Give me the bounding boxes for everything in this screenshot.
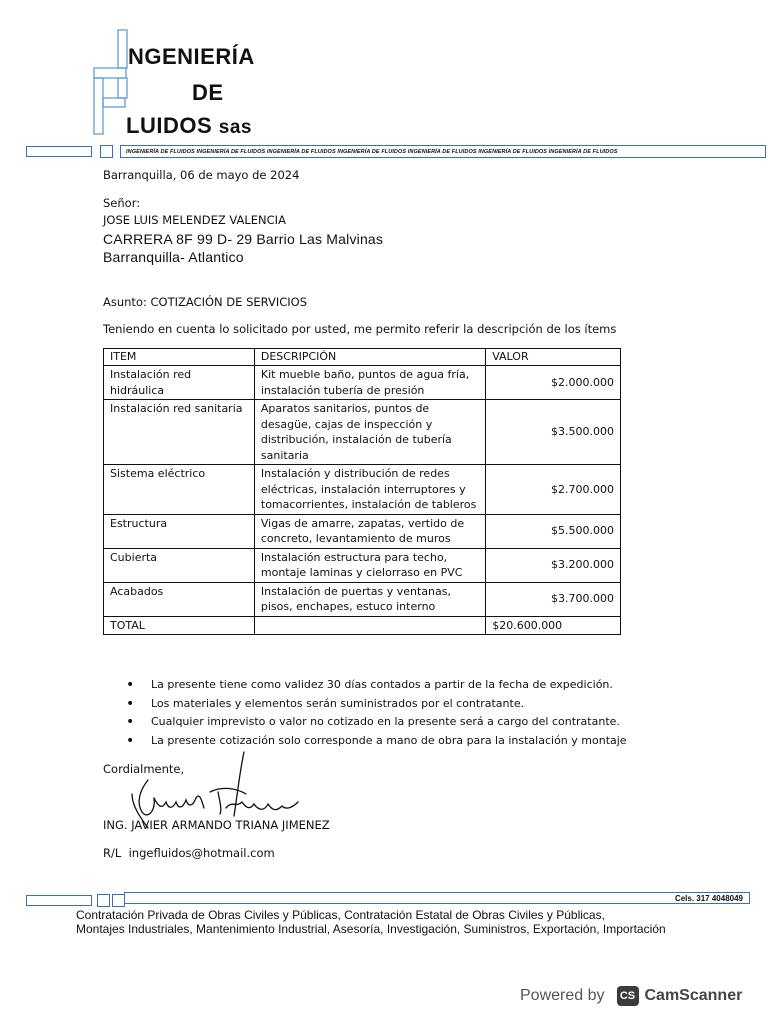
row-description: Vigas de amarre, zapatas, vertido de concreto, levantamiento de muros: [254, 514, 485, 548]
logo-line-fluidos: [126, 113, 252, 139]
phone-number: Cels. 317 4048049: [674, 893, 743, 903]
camscanner-brand: CamScanner: [644, 987, 743, 1004]
row-item: Estructura: [104, 514, 255, 548]
services-line-2: Montajes Industriales, Mantenimiento Industrial, Asesoría, Investigación, Suministros, Exportación, Importación: [76, 922, 666, 936]
row-value: $2.000.000: [486, 366, 621, 400]
table-total-row: [104, 616, 621, 635]
table-row: [104, 366, 621, 400]
logo-line-ingenieria: NGENIERÍA: [128, 44, 255, 69]
row-value: $5.500.000: [486, 514, 621, 548]
contact-line: [103, 846, 275, 860]
row-item: Instalación red hidráulica: [104, 366, 255, 400]
header-item: ITEM: [104, 349, 255, 366]
row-description: Kit mueble baño, puntos de agua fría, instalación tubería de presión: [254, 366, 485, 400]
total-label: TOTAL: [104, 616, 255, 635]
quotation-table: [103, 348, 621, 635]
recipient-name: JOSE LUIS MELENDEZ VALENCIA: [103, 213, 286, 227]
camscanner-watermark: [520, 986, 742, 1006]
recipient-city: Barranquilla- Atlantico: [103, 249, 244, 265]
header-band-bar: [120, 145, 766, 158]
recipient-address: CARRERA 8F 99 D- 29 Barrio Las Malvinas: [103, 231, 384, 247]
camscanner-badge: [617, 986, 743, 1006]
subject-text: COTIZACIÓN DE SERVICIOS: [150, 295, 308, 309]
header-band-text: INGENIERÍA DE FLUIDOS INGENIERÍA DE FLUIDOS INGENIERÍA DE FLUIDOS INGENIERÍA DE FLUIDOS INGENIERÍA DE FLUIDOS INGENIERÍA DE FLUIDOS INGENIERÍA DE FLUIDOS: [126, 148, 618, 155]
email-prefix: R/L: [103, 846, 122, 860]
table-row: [104, 582, 621, 616]
table-header-row: [104, 349, 621, 366]
table-row: [104, 514, 621, 548]
row-item: Sistema eléctrico: [104, 465, 255, 515]
intro-text: Teniendo en cuenta lo solicitado por usted, me permito referir la descripción de los ítems: [103, 322, 617, 336]
row-description: Instalación de puertas y ventanas, pisos, enchapes, estuco interno: [254, 582, 485, 616]
services-line-1: Contratación Privada de Obras Civiles y Públicas, Contratación Estatal de Obras Civiles y Públicas,: [76, 908, 605, 922]
row-value: $3.700.000: [486, 582, 621, 616]
table-row: [104, 548, 621, 582]
list-item: • La presente cotización solo corresponde a mano de obra para la instalación y montaje: [126, 732, 627, 751]
header-value: VALOR: [486, 349, 621, 366]
row-description: Instalación estructura para techo, montaje laminas y cielorraso en PVC: [254, 548, 485, 582]
list-item: • Cualquier imprevisto o valor no cotizado en la presente será a cargo del contratante.: [126, 713, 627, 732]
list-item: • Los materiales y elementos serán suministrados por el contratante.: [126, 695, 627, 714]
footer-band-bar: [124, 892, 750, 904]
row-description: Aparatos sanitarios, puntos de desagüe, cajas de inspección y distribución, instalación de tubería sanitaria: [254, 400, 485, 465]
list-item: • La presente tiene como validez 30 días contados a partir de la fecha de expedición.: [126, 676, 627, 695]
signer-name: ING. JAVIER ARMANDO TRIANA JIMENEZ: [103, 818, 330, 832]
header-description: DESCRIPCIÓN: [254, 349, 485, 366]
row-value: $3.200.000: [486, 548, 621, 582]
row-item: Instalación red sanitaria: [104, 400, 255, 465]
salutation: Señor:: [103, 196, 141, 210]
company-logo-mark: [90, 28, 130, 138]
farewell: Cordialmente,: [103, 762, 185, 776]
header-band-left-box: [26, 146, 92, 157]
powered-by-text: Powered by: [520, 987, 605, 1004]
subject-label: Asunto:: [103, 295, 147, 309]
row-item: Acabados: [104, 582, 255, 616]
logo-line-de: DE: [192, 80, 224, 105]
email-text: ingefluidos@hotmail.com: [128, 846, 275, 860]
signature-script: Javier Triana: [126, 750, 133, 751]
row-description: Instalación y distribución de redes eléctricas, instalación interruptores y tomacorrientes, instalación de tableros: [254, 465, 485, 515]
footer-band-left-box: [26, 895, 92, 906]
total-empty-cell: [254, 616, 485, 635]
letter-date: Barranquilla, 06 de mayo de 2024: [103, 168, 300, 182]
conditions-list: [126, 676, 627, 750]
row-item: Cubierta: [104, 548, 255, 582]
logo-sas-text: sas: [218, 117, 252, 138]
footer-band-square: [97, 894, 110, 907]
total-value: $20.600.000: [486, 616, 621, 635]
table-row: [104, 400, 621, 465]
subject-line: [103, 295, 307, 309]
header-band-square: [100, 145, 113, 158]
table-row: [104, 465, 621, 515]
logo-fluidos-text: LUIDOS: [126, 113, 213, 138]
row-value: $2.700.000: [486, 465, 621, 515]
camscanner-logo-icon: CS: [617, 986, 639, 1006]
row-value: $3.500.000: [486, 400, 621, 465]
